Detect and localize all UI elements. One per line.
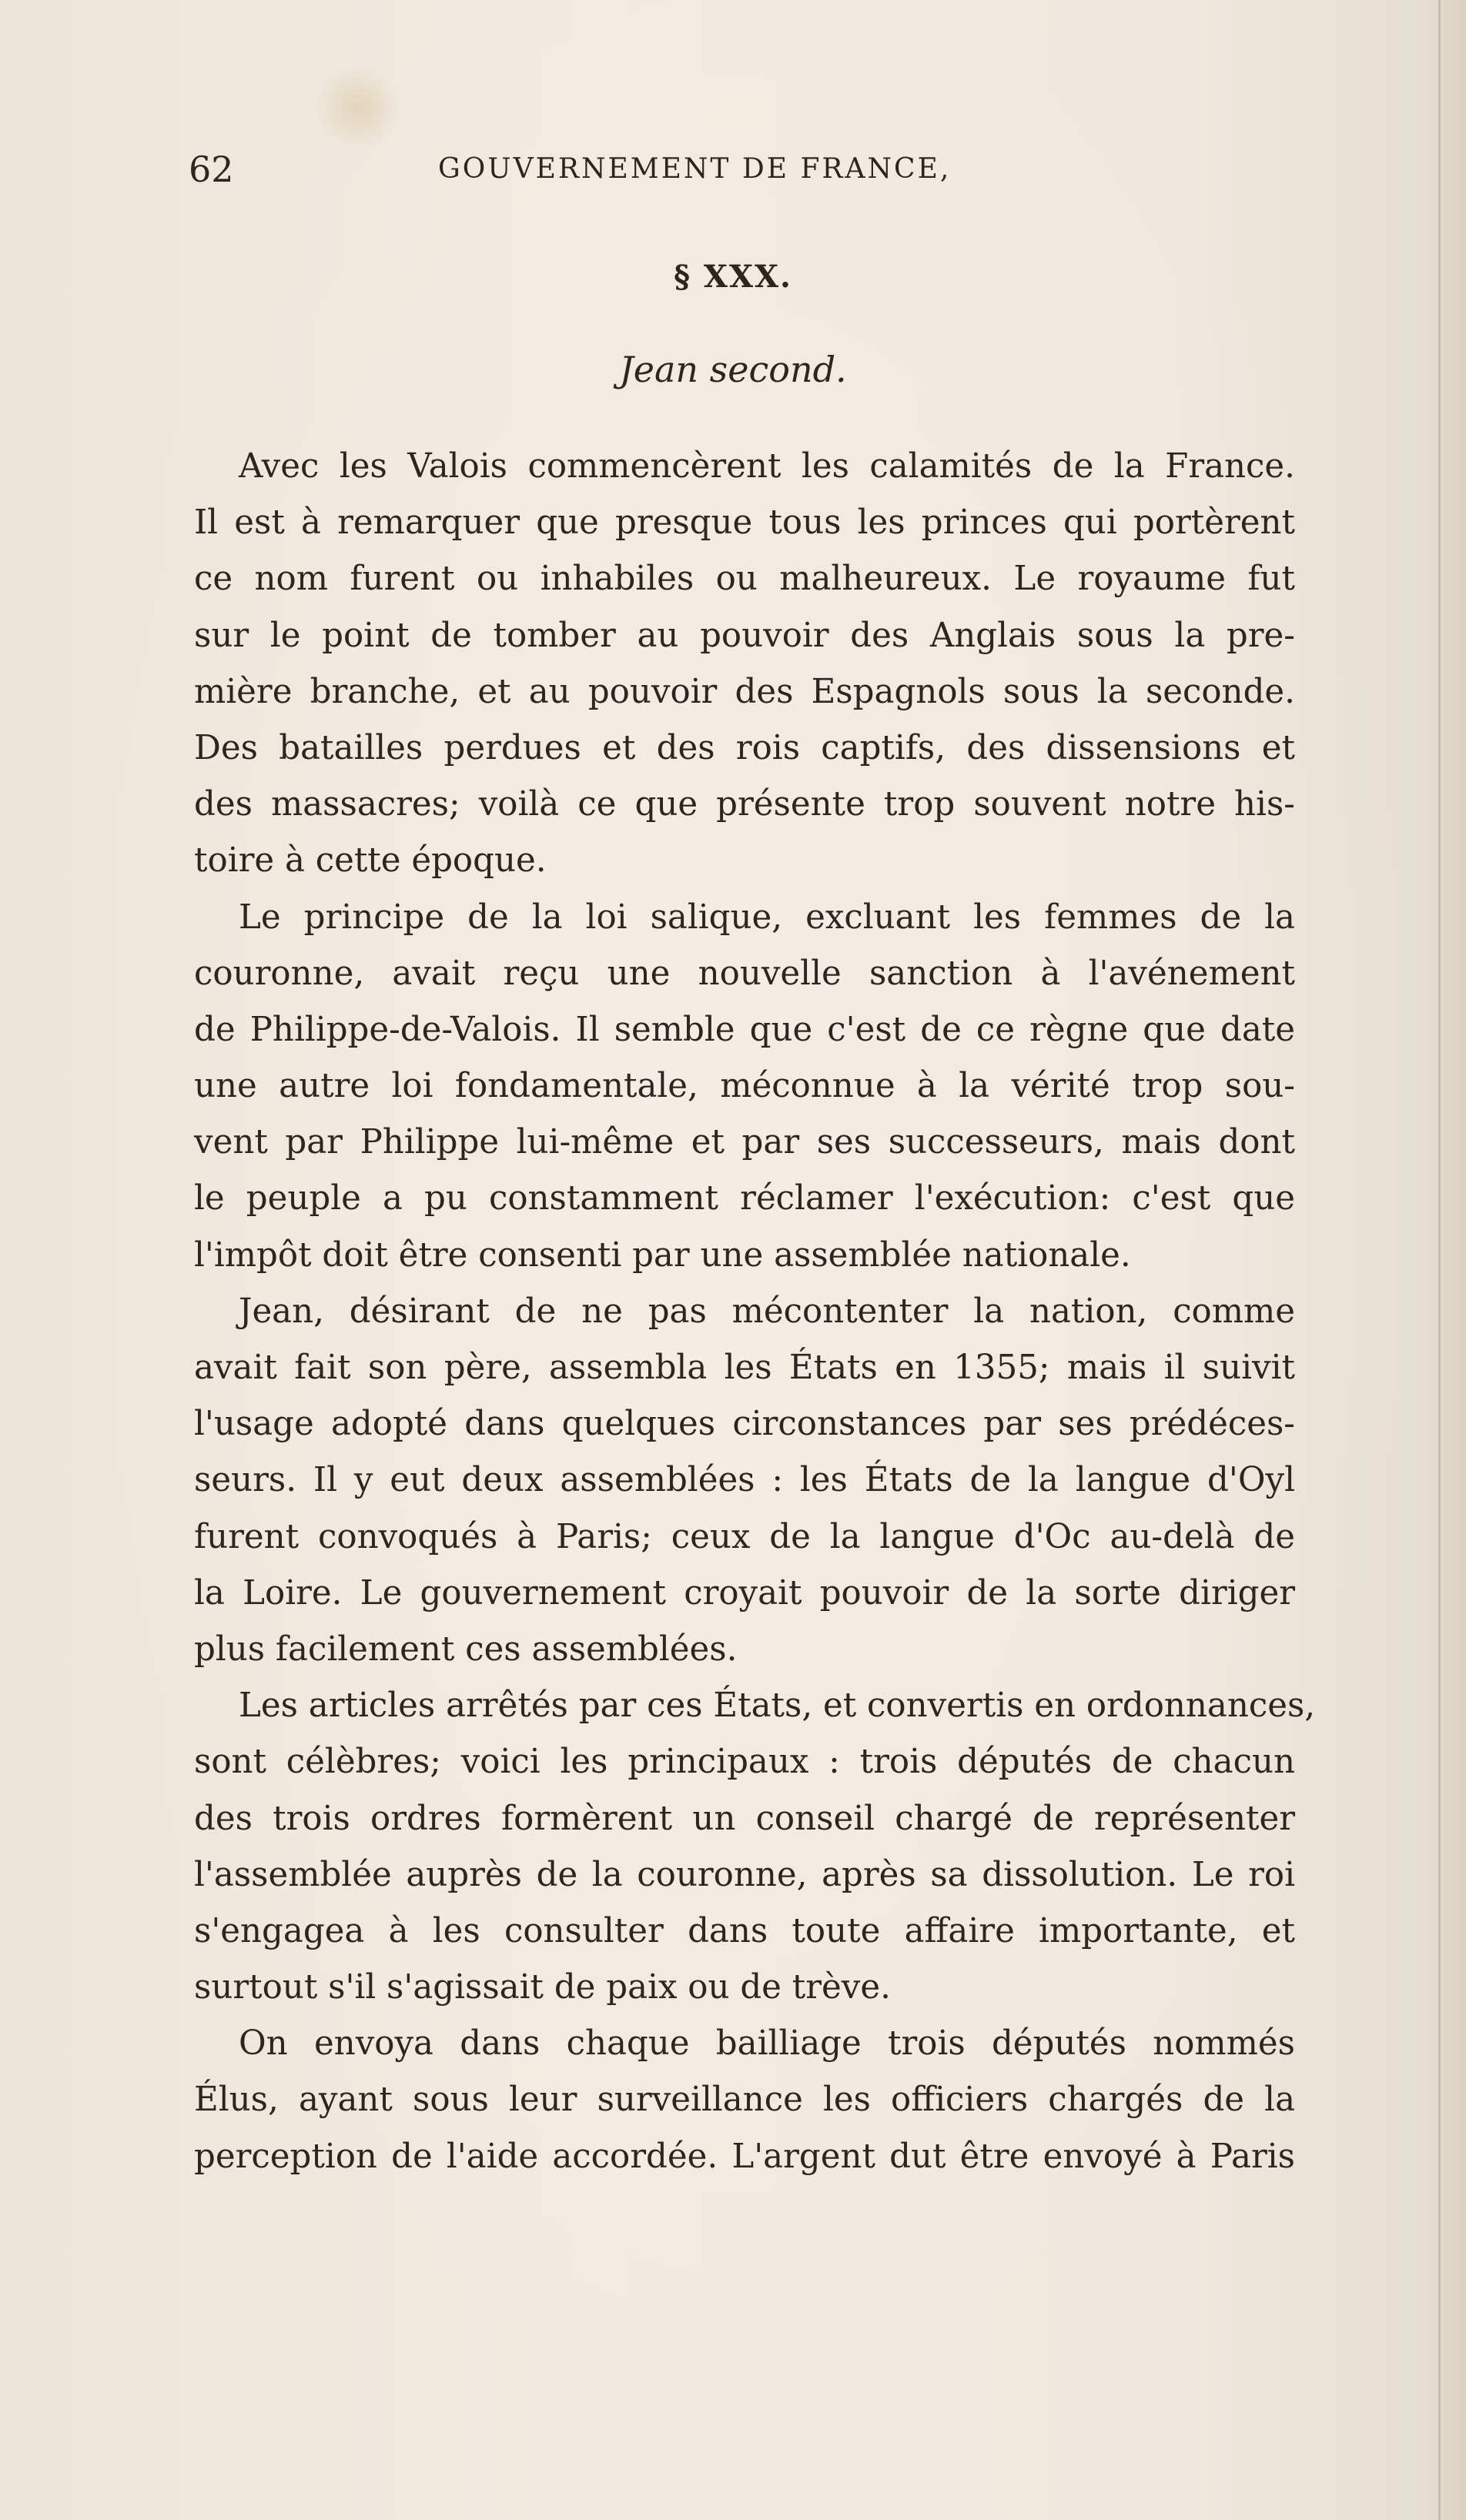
text-line: l'impôt doit être consenti par une assemblée nationale. (194, 1235, 1131, 1275)
text-line: ce nom furent ou inhabiles ou malheureux. Le royaume fut (194, 560, 1295, 599)
text-line: furent convoqués à Paris; ceux de la langue d'Oc au-delà de (194, 1517, 1295, 1556)
text-line: Élus, ayant sous leur surveillance les officiers chargés de la (194, 2081, 1295, 2120)
text-line: Des batailles perdues et des rois captifs, des dissensions et (194, 728, 1295, 767)
text-line: s'engagea à les consulter dans toute affaire importante, et (194, 1911, 1295, 1950)
text-line: On envoya dans chaque bailliage trois députés nommés (239, 2024, 1295, 2064)
text-line: de Philippe-de-Valois. Il semble que c'est de ce règne que date (194, 1010, 1295, 1049)
section-number: § XXX. (674, 259, 792, 295)
page-number: 62 (189, 149, 234, 190)
text-line: des massacres; voilà ce que présente trop souvent notre his- (194, 785, 1295, 824)
text-line: Jean, désirant de ne pas mécontenter la nation, comme (239, 1292, 1295, 1331)
text-line: Les articles arrêtés par ces États, et convertis en ordonnances, (239, 1686, 1316, 1726)
text-line: Avec les Valois commencèrent les calamités de la France. (239, 447, 1295, 486)
text-line: toire à cette époque. (194, 841, 547, 881)
section-title: Jean second. (619, 349, 847, 390)
text-line: plus facilement ces assemblées. (194, 1629, 738, 1669)
text-line: Il est à remarquer que presque tous les princes qui portèrent (194, 503, 1295, 543)
text-line: sont célèbres; voici les principaux : trois députés de chacun (194, 1743, 1295, 1782)
text-line: la Loire. Le gouvernement croyait pouvoir de la sorte diriger (194, 1573, 1295, 1613)
text-line: avait fait son père, assembla les États en 1355; mais il suivit (194, 1349, 1295, 1387)
running-head (189, 139, 1028, 200)
text-line: le peuple a pu constamment réclamer l'exécution: c'est que (194, 1179, 1295, 1218)
text-line: l'assemblée auprès de la couronne, après sa dissolution. Le roi (194, 1855, 1295, 1894)
text-line: surtout s'il s'agissait de paix ou de trève. (194, 1968, 891, 2007)
text-line: une autre loi fondamentale, méconnue à la vérité trop sou- (194, 1067, 1295, 1106)
text-line: sur le point de tomber au pouvoir des Anglais sous la pre- (194, 616, 1295, 655)
text-line: mière branche, et au pouvoir des Espagnols sous la seconde. (194, 672, 1295, 711)
text-line: perception de l'aide accordée. L'argent dut être envoyé à Paris (194, 2137, 1295, 2176)
text-line: seurs. Il y eut deux assemblées : les États de la langue d'Oyl (194, 1461, 1295, 1500)
body-text (194, 439, 1316, 2185)
text-line: l'usage adopté dans quelques circonstances par ses prédéces- (194, 1405, 1295, 1444)
text-line: Le principe de la loi salique, excluant les femmes de la (239, 897, 1295, 937)
running-title: GOUVERNEMENT DE FRANCE, (438, 153, 952, 185)
text-line: vent par Philippe lui-même et par ses successeurs, mais dont (194, 1123, 1295, 1162)
text-line: des trois ordres formèrent un conseil chargé de représenter (194, 1799, 1295, 1838)
text-line: couronne, avait reçu une nouvelle sanction à l'avénement (194, 954, 1295, 993)
